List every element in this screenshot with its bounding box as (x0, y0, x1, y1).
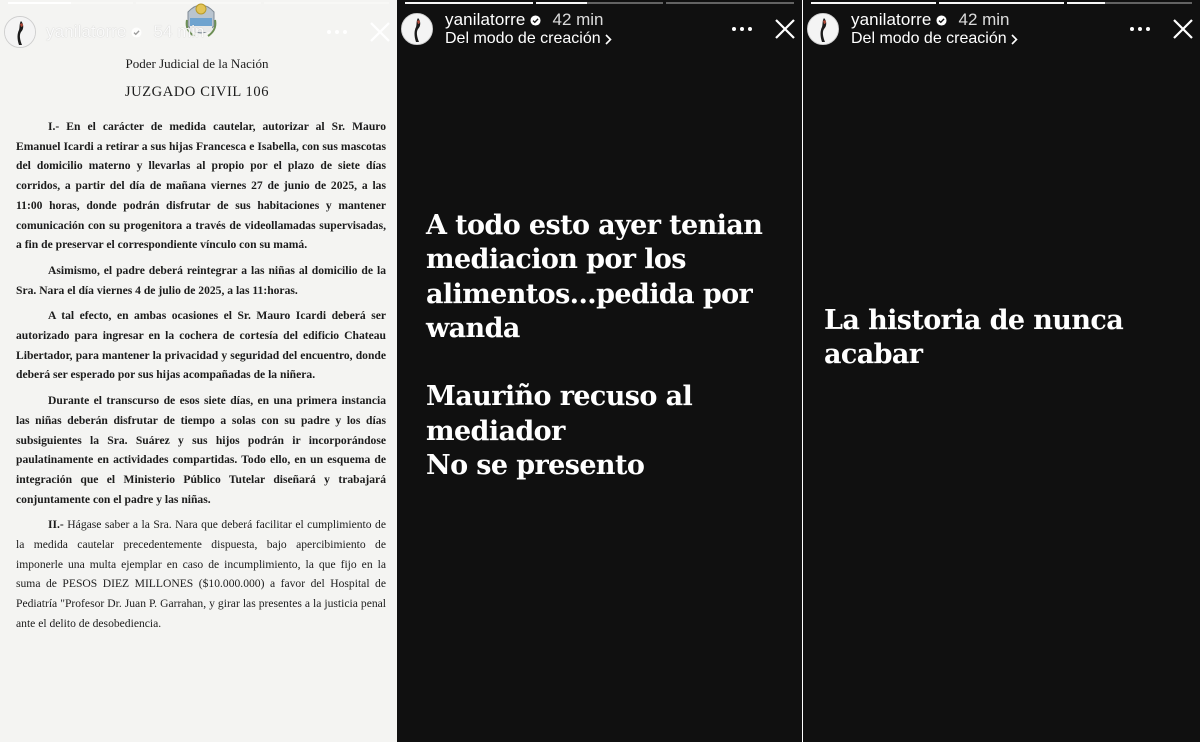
document-paragraph (16, 515, 386, 633)
paragraph-lead: II.- (48, 518, 64, 532)
progress-segment (811, 2, 936, 4)
chevron-right-icon (605, 34, 612, 45)
creation-mode-link[interactable] (851, 30, 1018, 48)
story-progress-bar (811, 2, 1192, 4)
court-document (16, 56, 386, 640)
verified-badge-icon (530, 15, 541, 26)
story-text: A todo esto ayer tenian mediacion por los alimentos...pedida por wanda Mauriño recuso al mediador No se presento (426, 210, 763, 482)
document-paragraph: I.- En el carácter de medida cautelar, autorizar al Sr. Mauro Emanuel Icardi a retirar a sus hijas Francesca e Isabella, con sus mascotas del domicilio materno y llevarlas al propio por el plazo de siete días corridos, a partir del día de mañana viernes 27 de junio de 2025, a las 11:00 horas, donde podrán disfrutar de sus habitaciones y mantener comunicación con su progenitora a través de videollamadas supervisadas, a fin de preservar el correspondiente vínculo con su mamá. (16, 120, 386, 252)
story-header (807, 6, 1194, 52)
username[interactable]: yanilatorre (851, 10, 932, 29)
more-options-icon[interactable] (327, 29, 347, 35)
story-time: 54 min (153, 22, 205, 41)
more-options-icon[interactable] (732, 26, 752, 32)
username[interactable]: yanilatorre (445, 10, 526, 29)
creation-mode-label: Del modo de creación (851, 30, 1007, 47)
more-options-icon[interactable] (1130, 26, 1150, 32)
document-paragraph: A tal efecto, en ambas ocasiones el Sr. Mauro Icardi deberá ser autorizado para ingresar en la cochera de cortesía del edificio Chateau Libertador, para mantener la privacidad y seguridad del encuentro, donde deberá ser esperado por sus hijas acompañadas de la niñera. (16, 309, 386, 382)
close-icon[interactable] (1172, 18, 1194, 40)
avatar[interactable] (4, 16, 36, 48)
story-header (401, 6, 796, 52)
avatar[interactable] (807, 13, 839, 45)
creation-mode-label: Del modo de creación (445, 30, 601, 47)
story-text: La historia de nunca acabar (824, 305, 1124, 371)
creation-mode-link[interactable] (445, 30, 612, 48)
avatar[interactable] (401, 13, 433, 45)
progress-segment (405, 2, 533, 4)
document-court-title: JUZGADO CIVIL 106 (124, 84, 270, 100)
document-paragraph: Durante el transcurso de esos siete días, en una primera instancia las niñas deberán disfrutar de tiempo a solas con su padre y los días subsiguientes la Sra. Suárez y sus hijos podrán ir incorporándose paulatinamente en actividades compartidas. Todo ello, en un esquema de integración que el Ministerio Público Tutelar diseñará y trabajará conjuntamente con el padre y las niñas. (16, 394, 386, 506)
story-header (4, 9, 391, 55)
progress-segment (8, 2, 133, 4)
story-time: 42 min (958, 10, 1010, 29)
story-time: 42 min (552, 10, 604, 29)
story-panel-text[interactable] (397, 0, 802, 742)
close-icon[interactable] (369, 21, 391, 43)
story-author-info (445, 10, 612, 48)
chevron-right-icon (1011, 34, 1018, 45)
story-progress-bar (405, 2, 794, 4)
story-author-info (46, 22, 205, 42)
story-panel-text[interactable] (803, 0, 1200, 742)
username[interactable]: yanilatorre (46, 22, 127, 41)
progress-segment (264, 2, 389, 4)
verified-badge-icon (936, 15, 947, 26)
progress-segment (939, 2, 1064, 4)
progress-segment (1067, 2, 1192, 4)
story-panel-document[interactable] (0, 0, 397, 742)
document-paragraph: Asimismo, el padre deberá reintegrar a las niñas al domicilio de la Sra. Nara el día viernes 4 de julio de 2025, a las 11:horas. (16, 263, 386, 297)
paragraph-text: Hágase saber a la Sra. Nara que deberá facilitar el cumplimiento de la medida cautelar precedentemente dispuesta, bajo apercibimiento de imponerle una multa ejemplar en caso de incumplimiento, la que fijo en la suma de PESOS DIEZ MILLONES ($10.000.000) a favor del Hospital de Pediatría "Profesor Dr. Juan P. Garrahan, y girar las presentes a la justicia penal ante el delito de desobediencia. (16, 518, 386, 630)
document-header: Poder Judicial de la Nación (125, 56, 269, 71)
verified-badge-icon (131, 27, 142, 38)
progress-segment (666, 2, 794, 4)
story-author-info (851, 10, 1018, 48)
progress-segment (536, 2, 664, 4)
close-icon[interactable] (774, 18, 796, 40)
